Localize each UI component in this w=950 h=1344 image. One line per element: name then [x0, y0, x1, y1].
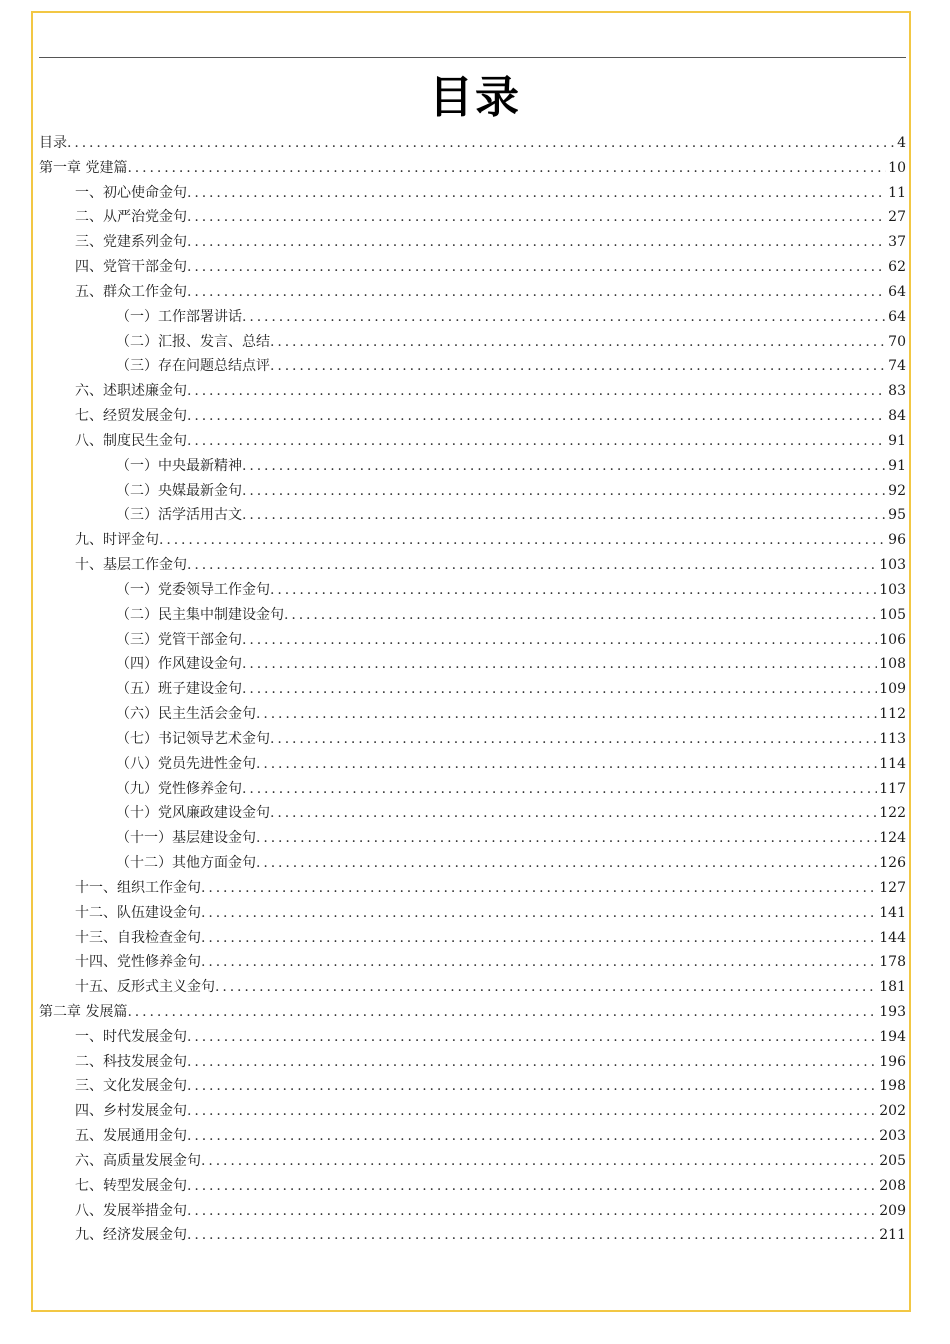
toc-entry[interactable]	[39, 1000, 906, 1025]
toc-dot-leader	[256, 826, 877, 851]
toc-entry-page: 91	[888, 457, 906, 474]
toc-entry-page: 198	[879, 1078, 906, 1095]
toc-entry-label: 十四、党性修养金句	[75, 954, 201, 971]
toc-entry-page: 196	[879, 1053, 906, 1070]
toc-entry-page: 122	[879, 805, 906, 822]
toc-entry-page: 181	[879, 979, 906, 996]
toc-dot-leader	[67, 131, 895, 156]
toc-entry-label: 十三、自我检查金句	[75, 929, 201, 946]
toc-entry-label: （一）工作部署讲话	[116, 308, 242, 325]
toc-entry-page: 64	[888, 308, 906, 325]
toc-dot-leader	[187, 1199, 877, 1224]
toc-entry-page: 117	[879, 780, 906, 797]
toc-dot-leader	[187, 1099, 877, 1124]
toc-dot-leader	[187, 1223, 877, 1248]
toc-entry-label: 七、转型发展金句	[75, 1177, 187, 1194]
toc-entry-label: 二、科技发展金句	[75, 1053, 187, 1070]
toc-dot-leader	[284, 603, 877, 628]
toc-entry[interactable]	[39, 777, 906, 802]
toc-entry-page: 11	[888, 184, 906, 201]
toc-entry-label: 二、从严治党金句	[75, 209, 187, 226]
toc-entry-label: （十一）基层建设金句	[116, 830, 256, 847]
toc-dot-leader	[242, 777, 877, 802]
toc-dot-leader	[187, 255, 886, 280]
toc-dot-leader	[187, 181, 886, 206]
toc-entry[interactable]	[39, 354, 906, 379]
toc-entry-page: 95	[888, 507, 906, 524]
toc-dot-leader	[256, 851, 877, 876]
toc-entry-label: 十一、组织工作金句	[75, 879, 201, 896]
toc-entry-label: （十二）其他方面金句	[116, 855, 256, 872]
toc-entry-page: 27	[888, 209, 906, 226]
toc-entry-label: 九、时评金句	[75, 532, 159, 549]
toc-entry-label: （一）党委领导工作金句	[116, 581, 270, 598]
toc-entry-label: 四、党管干部金句	[75, 259, 187, 276]
toc-dot-leader	[187, 280, 886, 305]
toc-dot-leader	[187, 1050, 877, 1075]
toc-entry-page: 109	[879, 681, 906, 698]
toc-entry-page: 106	[879, 631, 906, 648]
toc-dot-leader	[159, 528, 886, 553]
toc-entry-label: （十）党风廉政建设金句	[116, 805, 270, 822]
toc-entry[interactable]	[39, 454, 906, 479]
toc-entry[interactable]	[39, 280, 906, 305]
toc-entry-label: 目录	[39, 135, 67, 151]
toc-entry-label: 六、述职述廉金句	[75, 383, 187, 400]
toc-entry[interactable]	[39, 205, 906, 230]
toc-entry-label: （三）活学活用古文	[116, 507, 242, 524]
toc-entry-page: 10	[888, 159, 906, 176]
toc-entry-label: （二）民主集中制建设金句	[116, 606, 284, 623]
toc-entry-page: 205	[879, 1152, 906, 1169]
toc-entry[interactable]	[39, 528, 906, 553]
toc-dot-leader	[270, 330, 886, 355]
toc-dot-leader	[201, 876, 877, 901]
toc-entry-label: 六、高质量发展金句	[75, 1152, 201, 1169]
toc-entry[interactable]	[39, 926, 906, 951]
toc-entry-page: 209	[879, 1202, 906, 1219]
toc-entry-page: 127	[879, 879, 906, 896]
toc-dot-leader	[242, 677, 877, 702]
page-title: 目录	[429, 72, 521, 123]
toc-entry-label: 九、经济发展金句	[75, 1227, 187, 1244]
toc-entry[interactable]	[39, 1149, 906, 1174]
toc-entry[interactable]	[39, 181, 906, 206]
toc-dot-leader	[187, 205, 886, 230]
toc-entry-page: 208	[879, 1177, 906, 1194]
toc-dot-leader	[187, 1124, 877, 1149]
toc-entry-page: 144	[879, 929, 906, 946]
toc-entry-label: （五）班子建设金句	[116, 681, 242, 698]
toc-entry[interactable]	[39, 255, 906, 280]
toc-entry-page: 91	[888, 432, 906, 449]
toc-entry-label: 三、党建系列金句	[75, 234, 187, 251]
toc-entry-page: 103	[879, 557, 906, 574]
toc-entry[interactable]	[39, 131, 906, 156]
toc-entry[interactable]	[39, 1199, 906, 1224]
toc-entry[interactable]	[39, 727, 906, 752]
toc-dot-leader	[187, 1074, 877, 1099]
toc-dot-leader	[201, 1149, 877, 1174]
toc-dot-leader	[187, 553, 877, 578]
toc-entry-label: （二）汇报、发言、总结	[116, 333, 270, 350]
toc-dot-leader	[127, 156, 886, 181]
toc-entry[interactable]	[39, 801, 906, 826]
toc-entry[interactable]	[39, 702, 906, 727]
toc-dot-leader	[270, 801, 877, 826]
toc-dot-leader	[215, 975, 877, 1000]
toc-dot-leader	[187, 1025, 877, 1050]
toc-entry-label: 十、基层工作金句	[75, 557, 187, 574]
toc-entry[interactable]	[39, 379, 906, 404]
toc-entry[interactable]	[39, 305, 906, 330]
toc-entry[interactable]	[39, 1074, 906, 1099]
toc-entry[interactable]	[39, 553, 906, 578]
toc-dot-leader	[187, 429, 886, 454]
toc-entry-label: 一、初心使命金句	[75, 184, 187, 201]
toc-dot-leader	[256, 752, 877, 777]
toc-entry-page: 62	[888, 259, 906, 276]
toc-dot-leader	[242, 628, 877, 653]
toc-dot-leader	[201, 950, 877, 975]
toc-entry-label: （九）党性修养金句	[116, 780, 242, 797]
toc-entry-page: 83	[888, 383, 906, 400]
toc-dot-leader	[127, 1000, 877, 1025]
toc-entry[interactable]	[39, 1174, 906, 1199]
toc-entry-page: 113	[879, 730, 906, 747]
toc-entry[interactable]	[39, 1124, 906, 1149]
toc-entry[interactable]	[39, 330, 906, 355]
toc-entry[interactable]	[39, 1025, 906, 1050]
toc-dot-leader	[242, 503, 886, 528]
toc-entry-label: （八）党员先进性金句	[116, 755, 256, 772]
toc-entry-label: （一）中央最新精神	[116, 457, 242, 474]
toc-entry[interactable]	[39, 1050, 906, 1075]
toc-entry[interactable]	[39, 851, 906, 876]
toc-entry[interactable]	[39, 603, 906, 628]
toc-entry-page: 105	[879, 606, 906, 623]
toc-dot-leader	[256, 702, 877, 727]
toc-entry-page: 84	[888, 408, 906, 425]
toc-dot-leader	[242, 454, 886, 479]
toc-entry-label: （三）存在问题总结点评	[116, 358, 270, 375]
toc-entry-page: 70	[888, 333, 906, 350]
toc-entry-page: 64	[888, 283, 906, 300]
toc-entry-label: 第二章 发展篇	[39, 1003, 128, 1020]
toc-entry[interactable]	[39, 503, 906, 528]
toc-entry-label: 五、群众工作金句	[75, 283, 187, 300]
toc-entry-page: 108	[879, 656, 906, 673]
toc-entry[interactable]	[39, 652, 906, 677]
toc-entry-page: 203	[879, 1128, 906, 1145]
toc-entry-page: 37	[888, 234, 906, 251]
toc-entry-label: 十五、反形式主义金句	[75, 979, 215, 996]
toc-entry-label: 十二、队伍建设金句	[75, 904, 201, 921]
toc-entry-page: 126	[879, 855, 906, 872]
toc-entry-page: 202	[879, 1103, 906, 1120]
toc-entry-page: 4	[897, 135, 906, 151]
toc-entry[interactable]	[39, 901, 906, 926]
toc-entry-label: 第一章 党建篇	[39, 159, 128, 176]
toc-entry-label: 五、发展通用金句	[75, 1128, 187, 1145]
toc-entry[interactable]	[39, 1223, 906, 1248]
toc-entry-label: （七）书记领导艺术金句	[116, 730, 270, 747]
toc-dot-leader	[187, 404, 886, 429]
toc-dot-leader	[187, 379, 886, 404]
toc-entry[interactable]	[39, 404, 906, 429]
toc-entry[interactable]	[39, 628, 906, 653]
toc-entry[interactable]	[39, 975, 906, 1000]
toc-entry-label: 三、文化发展金句	[75, 1078, 187, 1095]
toc-dot-leader	[242, 652, 877, 677]
toc-entry-label: 七、经贸发展金句	[75, 408, 187, 425]
toc-entry-page: 194	[879, 1028, 906, 1045]
toc-entry-page: 74	[888, 358, 906, 375]
toc-entry-page: 92	[888, 482, 906, 499]
toc-entry-label: （三）党管干部金句	[116, 631, 242, 648]
toc-entry[interactable]	[39, 950, 906, 975]
table-of-contents	[39, 131, 906, 1248]
toc-entry-page: 178	[879, 954, 906, 971]
toc-entry[interactable]	[39, 479, 906, 504]
toc-entry-page: 114	[879, 755, 906, 772]
toc-entry-page: 124	[879, 830, 906, 847]
toc-entry-label: 八、制度民生金句	[75, 432, 187, 449]
toc-entry[interactable]	[39, 876, 906, 901]
toc-entry-page: 211	[879, 1227, 906, 1244]
toc-entry[interactable]	[39, 230, 906, 255]
toc-entry[interactable]	[39, 826, 906, 851]
toc-entry-page: 112	[879, 706, 906, 723]
toc-entry-page: 141	[879, 904, 906, 921]
toc-entry[interactable]	[39, 429, 906, 454]
toc-entry-page: 96	[888, 532, 906, 549]
toc-entry-label: （六）民主生活会金句	[116, 706, 256, 723]
toc-dot-leader	[201, 901, 877, 926]
toc-dot-leader	[242, 479, 886, 504]
toc-dot-leader	[270, 578, 877, 603]
toc-entry-label: （二）央媒最新金句	[116, 482, 242, 499]
toc-entry-page: 193	[879, 1003, 906, 1020]
toc-entry-label: 八、发展举措金句	[75, 1202, 187, 1219]
toc-dot-leader	[270, 727, 877, 752]
toc-dot-leader	[242, 305, 886, 330]
toc-entry-page: 103	[879, 581, 906, 598]
toc-dot-leader	[187, 230, 886, 255]
toc-entry[interactable]	[39, 677, 906, 702]
toc-dot-leader	[201, 926, 877, 951]
toc-entry-label: 四、乡村发展金句	[75, 1103, 187, 1120]
toc-entry[interactable]	[39, 156, 906, 181]
toc-entry[interactable]	[39, 752, 906, 777]
toc-entry[interactable]	[39, 578, 906, 603]
toc-dot-leader	[187, 1174, 877, 1199]
toc-dot-leader	[270, 354, 886, 379]
toc-entry-label: （四）作风建设金句	[116, 656, 242, 673]
toc-entry-label: 一、时代发展金句	[75, 1028, 187, 1045]
toc-entry[interactable]	[39, 1099, 906, 1124]
header-rule	[39, 57, 906, 58]
